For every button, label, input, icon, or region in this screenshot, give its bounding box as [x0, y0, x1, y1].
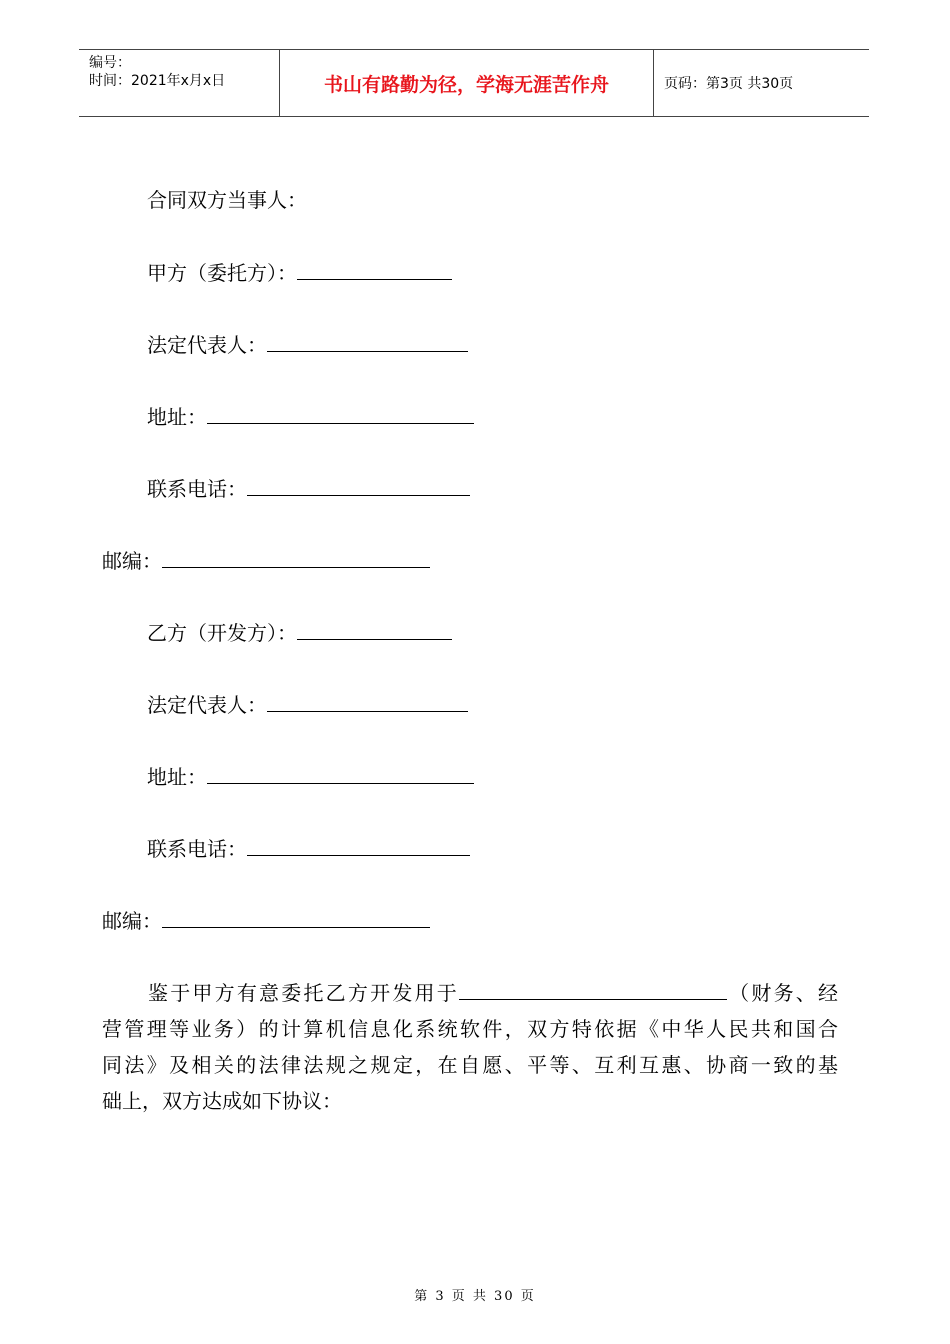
header-meta — [79, 50, 280, 116]
party-a-address-field — [147, 403, 474, 429]
parties-title: 合同双方当事人： — [147, 188, 307, 212]
party-b-phone-label: 联系电话： — [147, 837, 247, 861]
party-b-postcode-label: 邮编： — [102, 909, 162, 933]
party-b-address-field — [147, 763, 474, 789]
party-a-address-blank[interactable] — [207, 403, 474, 424]
party-b-address-blank[interactable] — [207, 763, 474, 784]
page-footer: 第 3 页 共 30 页 — [414, 1289, 536, 1304]
party-a-label: 甲方（委托方）： — [147, 261, 297, 285]
party-b-rep-label: 法定代表人： — [147, 693, 267, 717]
document-date-label: 时间：2021年x月x日 — [89, 73, 226, 89]
party-b-phone-blank[interactable] — [247, 835, 470, 856]
party-b-postcode-field — [102, 907, 430, 933]
paragraph-line-1 — [102, 975, 838, 1011]
header-page-number: 页码：第3页 共30页 — [664, 76, 794, 92]
party-a-phone-field — [147, 475, 470, 501]
paragraph-line-4: 础上，双方达成如下协议： — [102, 1089, 342, 1113]
party-b-field — [147, 619, 452, 645]
paragraph-line-3: 同法》及相关的法律法规之规定，在自愿、平等、互利互惠、协商一致的基 — [102, 1053, 838, 1077]
agreement-paragraph — [102, 975, 838, 1119]
party-a-rep-label: 法定代表人： — [147, 333, 267, 357]
business-purpose-blank[interactable] — [459, 979, 727, 1000]
party-a-rep-blank[interactable] — [267, 331, 468, 352]
party-a-postcode-field — [102, 547, 430, 573]
party-b-postcode-blank[interactable] — [162, 907, 430, 928]
party-b-rep-field — [147, 691, 468, 717]
page-header — [79, 49, 869, 117]
paragraph-line-2: 营管理等业务）的计算机信息化系统软件，双方特依据《中华人民共和国合 — [102, 1017, 838, 1041]
paragraph-line-1-before: 鉴于甲方有意委托乙方开发用于 — [148, 981, 459, 1005]
party-b-address-label: 地址： — [147, 765, 207, 789]
party-a-address-label: 地址： — [147, 405, 207, 429]
party-a-postcode-blank[interactable] — [162, 547, 430, 568]
paragraph-line-1-after: （财务、经 — [726, 981, 839, 1005]
party-a-blank[interactable] — [297, 259, 452, 280]
party-a-postcode-label: 邮编： — [102, 549, 162, 573]
party-b-label: 乙方（开发方）： — [147, 621, 297, 645]
party-b-phone-field — [147, 835, 470, 861]
header-motto: 书山有路勤为径，学海无涯苦作舟 — [280, 50, 654, 116]
party-b-blank[interactable] — [297, 619, 452, 640]
party-a-rep-field — [147, 331, 468, 357]
document-number-label: 编号： — [89, 55, 131, 71]
party-b-rep-blank[interactable] — [267, 691, 468, 712]
party-a-phone-label: 联系电话： — [147, 477, 247, 501]
party-a-field — [147, 259, 452, 285]
party-a-phone-blank[interactable] — [247, 475, 470, 496]
